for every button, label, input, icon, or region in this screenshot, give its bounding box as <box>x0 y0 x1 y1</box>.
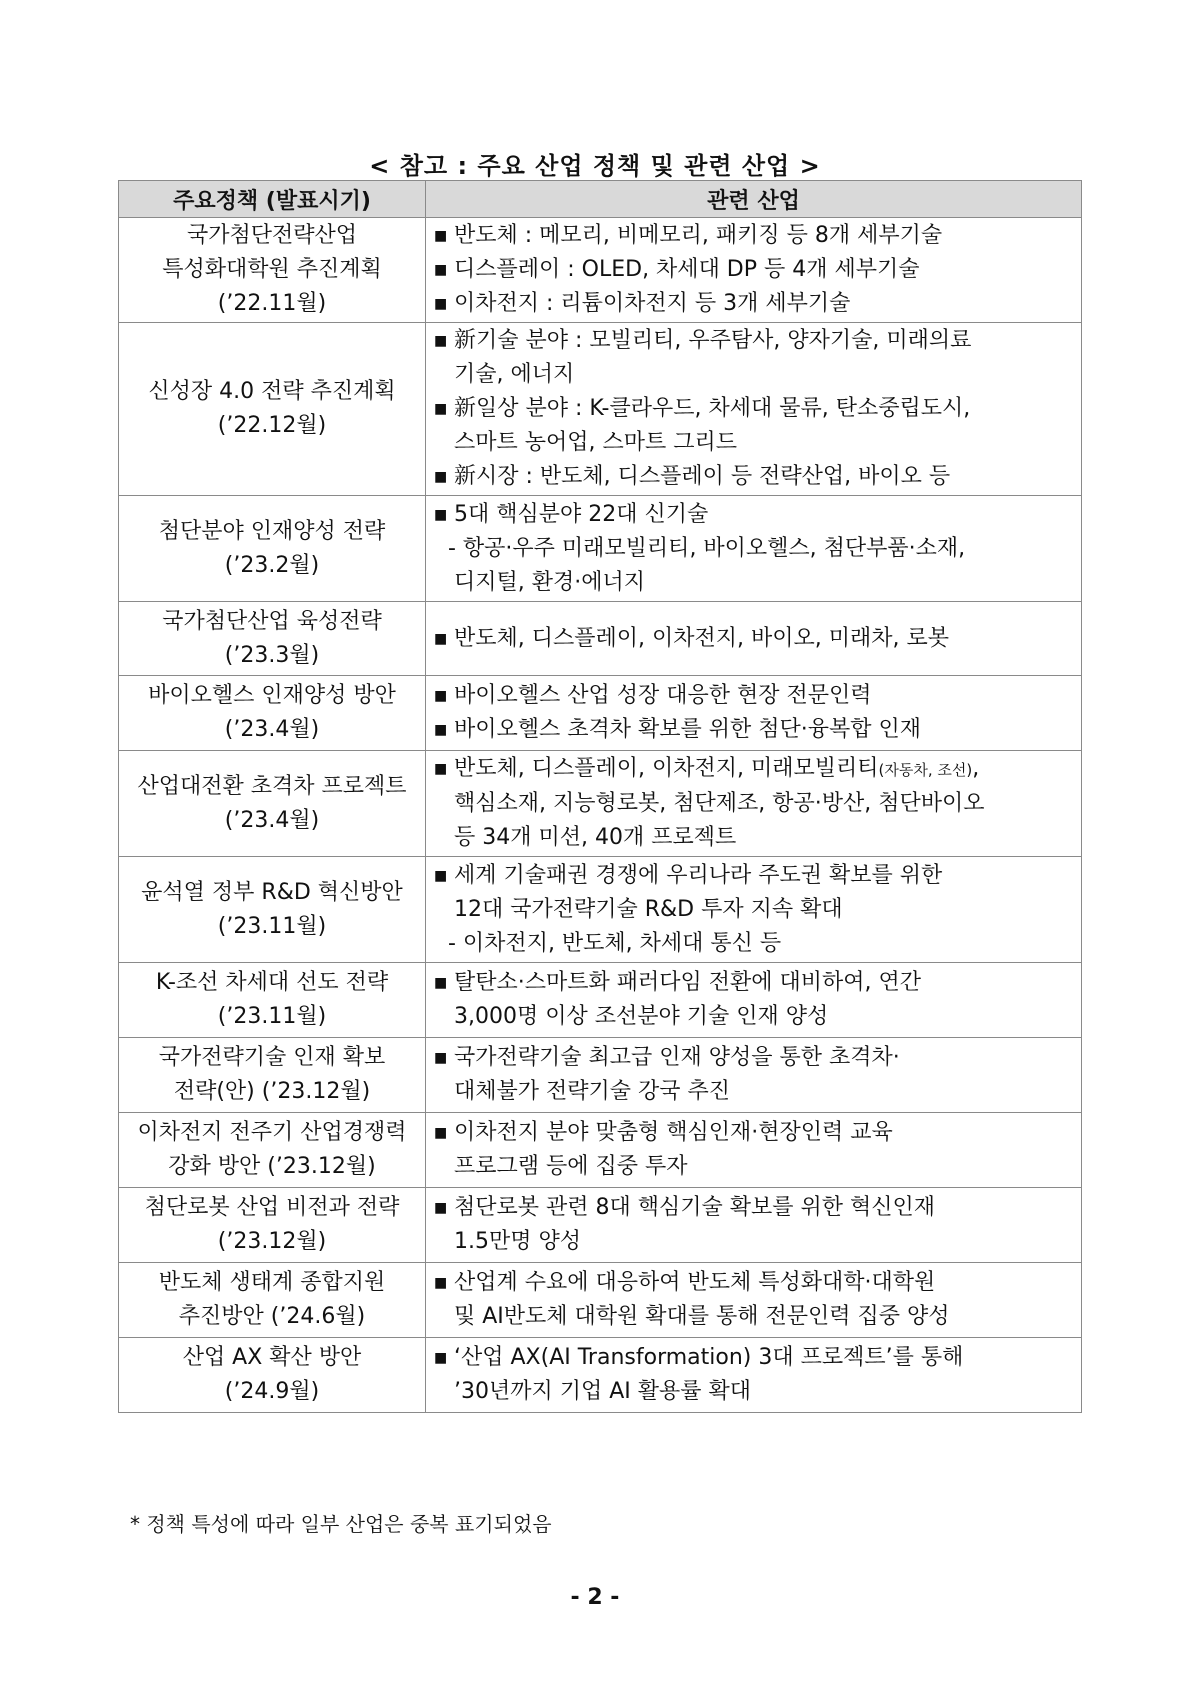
industry-text: 3,000명 이상 조선분야 기술 인재 양성 <box>454 1004 829 1029</box>
industry-text: 국가전략기술 최고급 인재 양성을 통한 초격차· <box>454 1045 900 1070</box>
industry-text: 핵심소재, 지능형로봇, 첨단제조, 항공·방산, 첨단바이오 <box>454 791 985 816</box>
industry-text: 新일상 분야 : K-클라우드, 차세대 물류, 탄소중립도시, <box>454 396 971 421</box>
policy-line: (’23.12월) <box>217 1229 327 1254</box>
policy-line: 바이오헬스 인재양성 방안 <box>148 683 396 708</box>
industry-cell <box>426 676 1082 751</box>
industry-cell <box>426 1038 1082 1113</box>
policy-cell <box>119 963 426 1038</box>
table-row <box>119 857 1082 963</box>
industry-line <box>434 927 1079 961</box>
industry-cell <box>426 602 1082 676</box>
table-row <box>119 963 1082 1038</box>
bullet-square-icon: ■ <box>434 761 448 777</box>
page-title: < 참고 : 주요 산업 정책 및 관련 산업 > <box>369 152 821 180</box>
industry-line <box>434 859 1079 893</box>
industry-line <box>434 1000 1079 1034</box>
bullet-square-icon: ■ <box>434 975 448 991</box>
industry-line <box>434 253 1079 287</box>
industry-line <box>434 966 1079 1000</box>
header-industry: 관련 산업 <box>426 181 1082 218</box>
industry-line <box>434 787 1079 821</box>
table-row <box>119 1038 1082 1113</box>
table-row <box>119 1188 1082 1263</box>
industry-line <box>434 1375 1079 1409</box>
industry-cell <box>426 496 1082 602</box>
industry-text: 세계 기술패권 경쟁에 우리나라 주도권 확보를 위한 <box>454 862 943 888</box>
policy-line: 반도체 생태계 종합지원 <box>158 1270 386 1295</box>
policy-line: (’22.11월) <box>217 291 327 316</box>
industry-cell <box>426 751 1082 857</box>
table-row <box>119 496 1082 602</box>
bullet-square-icon: ■ <box>434 1275 448 1291</box>
bullet-square-icon: ■ <box>434 630 448 647</box>
policy-cell <box>119 1038 426 1113</box>
industry-line <box>434 1191 1079 1225</box>
industry-text: 新기술 분야 : 모빌리티, 우주탐사, 양자기술, 미래의료 <box>454 328 972 353</box>
policy-cell <box>119 496 426 602</box>
industry-text: 이차전지 분야 맞춤형 핵심인재·현장인력 교육 <box>454 1120 893 1145</box>
bullet-square-icon: ■ <box>434 506 448 523</box>
industry-text: 산업계 수요에 대응하여 반도체 특성화대학·대학원 <box>454 1270 936 1295</box>
industry-line <box>434 893 1079 927</box>
policy-line: (’23.11월) <box>217 913 327 939</box>
policy-line: 국가전략기술 인재 확보 <box>158 1045 386 1070</box>
industry-subnote: (자동차, 조선) <box>878 761 973 779</box>
industry-text: 등 34개 미션, 40개 프로젝트 <box>454 825 737 850</box>
policy-line: 국가첨단전략산업 <box>186 223 358 248</box>
policy-line: 이차전지 전주기 산업경쟁력 <box>137 1120 407 1145</box>
industry-text: 및 AI반도체 대학원 확대를 통해 전문인력 집중 양성 <box>454 1304 950 1329</box>
policy-line: 산업 AX 확산 방안 <box>182 1345 362 1370</box>
industry-line <box>434 1150 1079 1184</box>
industry-text: 반도체, 디스플레이, 이차전지, 미래모빌리티 <box>454 756 879 781</box>
industry-line <box>434 1341 1079 1375</box>
industry-line <box>434 287 1079 321</box>
bullet-square-icon: ■ <box>434 1125 448 1141</box>
industry-line <box>434 622 1079 656</box>
industry-cell <box>426 323 1082 496</box>
industry-text: 12대 국가전략기술 R&D 투자 지속 확대 <box>454 896 843 922</box>
industry-line <box>434 1300 1079 1334</box>
industry-line <box>434 219 1079 253</box>
policy-table <box>118 180 1082 1413</box>
policy-cell <box>119 1338 426 1413</box>
bullet-square-icon: ■ <box>434 722 448 738</box>
policy-cell <box>119 323 426 496</box>
policy-line: 첨단로봇 산업 비전과 전략 <box>144 1195 400 1220</box>
industry-text: 탈탄소·스마트화 패러다임 전환에 대비하여, 연간 <box>454 970 922 995</box>
bullet-square-icon: ■ <box>434 1200 448 1216</box>
industry-line <box>434 679 1079 713</box>
table-header-row <box>119 181 1082 218</box>
policy-cell <box>119 1188 426 1263</box>
industry-cell <box>426 218 1082 323</box>
table-row <box>119 1263 1082 1338</box>
table-row <box>119 676 1082 751</box>
bullet-square-icon: ■ <box>434 333 448 349</box>
industry-line <box>434 392 1079 426</box>
policy-line: (’24.9월) <box>224 1379 320 1404</box>
bullet-square-icon: ■ <box>434 228 448 244</box>
industry-text: - 이차전지, 반도체, 차세대 통신 등 <box>448 930 782 956</box>
policy-line: (’23.3월) <box>224 642 320 668</box>
industry-cell <box>426 963 1082 1038</box>
bullet-square-icon: ■ <box>434 262 448 278</box>
policy-cell <box>119 751 426 857</box>
page-number: - 2 - <box>570 1585 620 1610</box>
industry-line <box>434 1225 1079 1259</box>
industry-text: 반도체 : 메모리, 비메모리, 패키징 등 8개 세부기술 <box>454 223 943 248</box>
industry-text: 바이오헬스 초격차 확보를 위한 첨단·융복합 인재 <box>454 717 922 742</box>
policy-cell <box>119 1113 426 1188</box>
industry-line <box>434 498 1079 532</box>
header-policy: 주요정책 (발표시기) <box>119 181 426 218</box>
industry-text: 5대 핵심분야 22대 신기술 <box>454 501 709 527</box>
table-row <box>119 218 1082 323</box>
bullet-square-icon: ■ <box>434 688 448 704</box>
industry-text: 디스플레이 : OLED, 차세대 DP 등 4개 세부기술 <box>454 257 920 282</box>
industry-cell <box>426 857 1082 963</box>
industry-line <box>434 713 1079 747</box>
table-row <box>119 323 1082 496</box>
bullet-square-icon: ■ <box>434 296 448 312</box>
industry-cell <box>426 1188 1082 1263</box>
policy-line: 전략(안) (’23.12월) <box>173 1079 371 1104</box>
policy-line: 특성화대학원 추진계획 <box>162 257 382 282</box>
bullet-square-icon: ■ <box>434 469 448 485</box>
policy-line: 추진방안 (’24.6월) <box>178 1304 366 1329</box>
policy-cell <box>119 218 426 323</box>
industry-text: ’30년까지 기업 AI 활용률 확대 <box>454 1379 752 1404</box>
policy-cell <box>119 602 426 676</box>
industry-line <box>434 1116 1079 1150</box>
table-body <box>119 218 1082 1413</box>
policy-line: 첨단분야 인재양성 전략 <box>158 518 386 544</box>
industry-line <box>434 1266 1079 1300</box>
industry-text: 반도체, 디스플레이, 이차전지, 바이오, 미래차, 로봇 <box>454 625 949 651</box>
industry-line <box>434 1075 1079 1109</box>
industry-line <box>434 426 1079 460</box>
bullet-square-icon: ■ <box>434 1350 448 1366</box>
industry-text: 1.5만명 양성 <box>454 1229 581 1254</box>
industry-line <box>434 324 1079 358</box>
bullet-square-icon: ■ <box>434 401 448 417</box>
industry-text: - 항공·우주 미래모빌리티, 바이오헬스, 첨단부품·소재, <box>448 535 966 561</box>
bullet-square-icon: ■ <box>434 867 448 884</box>
policy-line: 산업대전환 초격차 프로젝트 <box>137 773 407 799</box>
policy-line: 윤석열 정부 R&D 혁신방안 <box>141 879 403 905</box>
industry-line <box>434 460 1079 494</box>
policy-cell <box>119 676 426 751</box>
table-row <box>119 1338 1082 1413</box>
industry-text: 이차전지 : 리튬이차전지 등 3개 세부기술 <box>454 291 851 316</box>
industry-text: ‘산업 AX(AI Transformation) 3대 프로젝트’를 통해 <box>454 1345 964 1370</box>
policy-line: (’23.11월) <box>217 1004 327 1029</box>
industry-line <box>434 752 1079 787</box>
policy-line: 신성장 4.0 전략 추진계획 <box>148 379 396 404</box>
policy-cell <box>119 1263 426 1338</box>
table-row <box>119 1113 1082 1188</box>
bullet-square-icon: ■ <box>434 1050 448 1066</box>
industry-line <box>434 1041 1079 1075</box>
industry-text: 첨단로봇 관련 8대 핵심기술 확보를 위한 혁신인재 <box>454 1195 935 1220</box>
industry-line <box>434 358 1079 392</box>
industry-text: 프로그램 등에 집중 투자 <box>454 1154 688 1179</box>
policy-cell <box>119 857 426 963</box>
policy-line: (’23.4월) <box>224 807 320 833</box>
industry-cell <box>426 1113 1082 1188</box>
industry-line <box>434 566 1079 600</box>
industry-cell <box>426 1338 1082 1413</box>
policy-line: 강화 방안 (’23.12월) <box>168 1154 376 1179</box>
industry-text: 바이오헬스 산업 성장 대응한 현장 전문인력 <box>454 683 872 708</box>
industry-line <box>434 532 1079 566</box>
industry-text: 대체불가 전략기술 강국 추진 <box>454 1079 731 1104</box>
policy-line: (’23.4월) <box>224 717 320 742</box>
table-row <box>119 602 1082 676</box>
industry-line <box>434 821 1079 855</box>
policy-line: K-조선 차세대 선도 전략 <box>155 970 389 995</box>
footnote: * 정책 특성에 따라 일부 산업은 중복 표기되었음 <box>130 1512 552 1536</box>
industry-text: 디지털, 환경·에너지 <box>454 569 645 595</box>
policy-line: 국가첨단산업 육성전략 <box>162 608 382 634</box>
industry-text: 新시장 : 반도체, 디스플레이 등 전략산업, 바이오 등 <box>454 464 951 489</box>
policy-line: (’22.12월) <box>217 413 327 438</box>
table-row <box>119 751 1082 857</box>
industry-tail: , <box>972 756 980 781</box>
policy-line: (’23.2월) <box>224 552 320 578</box>
industry-text: 기술, 에너지 <box>454 362 575 387</box>
industry-text: 스마트 농어업, 스마트 그리드 <box>454 430 737 455</box>
industry-cell <box>426 1263 1082 1338</box>
